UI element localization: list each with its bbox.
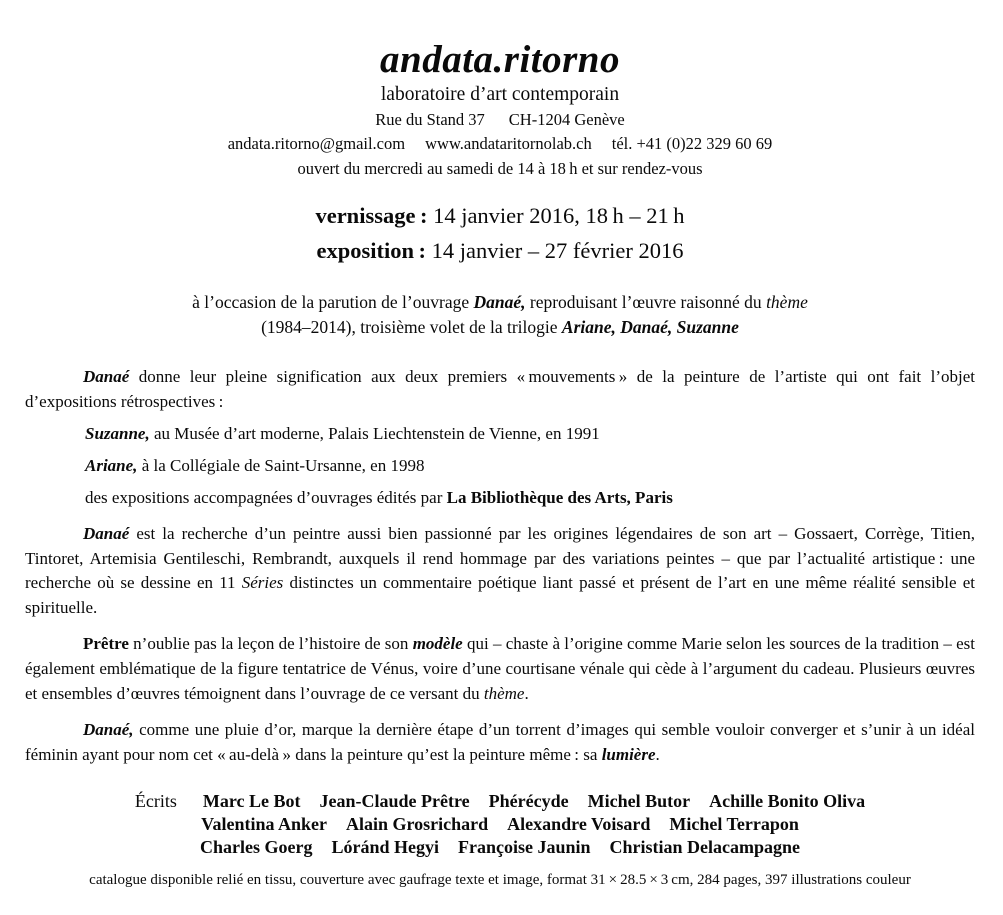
text-run: 14 janvier – 27 février 2016 xyxy=(426,237,684,263)
text-run: lumière xyxy=(601,745,656,765)
list-item: Alain Grosrichard xyxy=(345,814,489,835)
text-run: thème xyxy=(766,291,808,312)
occasion-line-2 xyxy=(25,315,975,340)
text-run: Danaé, xyxy=(83,720,134,740)
text-run: reproduisant l’œuvre raisonné du xyxy=(525,291,767,312)
occasion-line-1 xyxy=(25,290,975,315)
gallery-contact xyxy=(25,133,975,154)
text-run: Danaé xyxy=(83,366,130,386)
ecrits-authors-line-1 xyxy=(203,790,865,813)
text-run: Séries xyxy=(241,573,284,593)
text-run: vernissage : xyxy=(315,202,428,228)
text-run: 14 janvier 2016, 18 h – 21 h xyxy=(427,202,685,228)
list-item: Christian Delacampagne xyxy=(609,836,800,857)
text-run: Ariane, Danaé, Suzanne xyxy=(561,316,739,337)
list-item: Phérécyde xyxy=(488,791,569,812)
item-suzanne xyxy=(85,422,975,447)
list-item: Lóránd Hegyi xyxy=(331,836,439,857)
ecrits-section xyxy=(25,790,975,858)
exposition-line xyxy=(25,237,975,265)
paragraph-pretre xyxy=(25,632,975,707)
text-run: thème xyxy=(483,684,525,704)
gallery-address xyxy=(25,109,975,130)
catalogue-note: catalogue disponible relié en tissu, couverture avec gaufrage texte et image, format 31 × 28.5 × 3 cm, 284 pages, 397 illustrations couleur xyxy=(89,872,911,889)
text-run: Danaé, xyxy=(473,291,526,312)
gallery-subtitle: laboratoire d’art contemporain xyxy=(380,83,620,105)
text-run: exposition : xyxy=(316,237,427,263)
list-item: Achille Bonito Oliva xyxy=(709,791,866,812)
item-editions xyxy=(85,486,975,511)
paragraph-pluie-dor xyxy=(25,718,975,768)
paragraph-danae-signification xyxy=(25,365,975,415)
text-run: distinctes un commentaire poétique liant passé et présent de l’art en une même réalité sensible et spirituelle. xyxy=(25,573,976,618)
text-run: . xyxy=(655,745,660,765)
vernissage-line xyxy=(25,202,975,230)
list-item: andata.ritorno@gmail.com xyxy=(227,134,406,154)
text-run: donne leur pleine signification aux deux premiers « mouvements » de la peinture de l’artiste qui ont fait l’objet d’expositions rétrospectives : xyxy=(25,366,975,411)
occasion-note xyxy=(25,290,975,340)
text-run: . xyxy=(524,684,529,704)
text-run: au Musée d’art moderne, Palais Liechtenstein de Vienne, en 1991 xyxy=(149,423,600,443)
ecrits-authors-line-2 xyxy=(25,813,975,836)
item-ariane xyxy=(85,454,975,479)
ecrits-authors-line-3 xyxy=(25,836,975,859)
list-item: Jean-Claude Prêtre xyxy=(319,791,470,812)
paragraph-recherche xyxy=(25,522,975,622)
text-run: à l’occasion de la parution de l’ouvrage xyxy=(192,291,474,312)
ecrits-label: Écrits xyxy=(134,791,177,812)
gallery-logo: andata.ritorno xyxy=(380,38,620,81)
list-item: CH-1204 Genève xyxy=(508,110,625,130)
text-run: modèle xyxy=(412,634,463,654)
text-run: Ariane, xyxy=(85,455,138,475)
list-item: Marc Le Bot xyxy=(202,791,301,812)
list-item: Valentina Anker xyxy=(201,814,327,835)
list-item: Michel Butor xyxy=(587,791,691,812)
text-run: à la Collégiale de Saint-Ursanne, en 1998 xyxy=(137,455,425,475)
text-run: est la recherche d’un peintre aussi bien passionné par les origines légendaires de son art – Gossaert, Corrège, Titien, Tintoret, Artemisia Gentileschi, Rembrandt, auxquels il rend hommage par des variations peintes – que par l’actualité artistique : une recherche où se dessine en 11 xyxy=(25,523,975,593)
list-item: tél. +41 (0)22 329 60 69 xyxy=(611,134,773,154)
list-item: Michel Terrapon xyxy=(669,814,799,835)
text-run: Prêtre xyxy=(83,634,129,654)
text-run: La Bibliothèque des Arts, Paris xyxy=(446,487,673,507)
event-dates xyxy=(25,202,975,265)
text-run: (1984–2014), troisième volet de la trilogie xyxy=(261,316,562,337)
list-item: Charles Goerg xyxy=(199,836,313,857)
list-item: Françoise Jaunin xyxy=(457,836,591,857)
ecrits-line-1 xyxy=(25,790,975,813)
list-item: Alexandre Voisard xyxy=(507,814,651,835)
text-run: des expositions accompagnées d’ouvrages édités par xyxy=(85,487,447,507)
list-item: Rue du Stand 37 xyxy=(375,110,485,130)
opening-hours: ouvert du mercredi au samedi de 14 à 18 h et sur rendez-vous xyxy=(297,158,703,178)
text-run: comme une pluie d’or, marque la dernière étape d’un torrent d’images qui semble vouloir converger et s’unir à un idéal féminin ayant pour nom cet « au-delà » dans la peinture qu’est la peinture même : sa xyxy=(25,720,975,765)
list-item: www.andataritornolab.ch xyxy=(425,134,592,154)
text-run: Suzanne, xyxy=(85,423,150,443)
text-run: qui – chaste à l’origine comme Marie selon les sources de la tradition – est également emblématique de la figure tentatrice de Vénus, voire d’une courtisane vénale qui cède à l’argument du cadeau. Plusieurs œuvres et ensembles d’œuvres témoignent dans l’ouvrage de ce versant du xyxy=(25,634,975,704)
text-run: Danaé xyxy=(83,523,130,543)
text-run: n’oublie pas la leçon de l’histoire de son xyxy=(128,634,413,654)
